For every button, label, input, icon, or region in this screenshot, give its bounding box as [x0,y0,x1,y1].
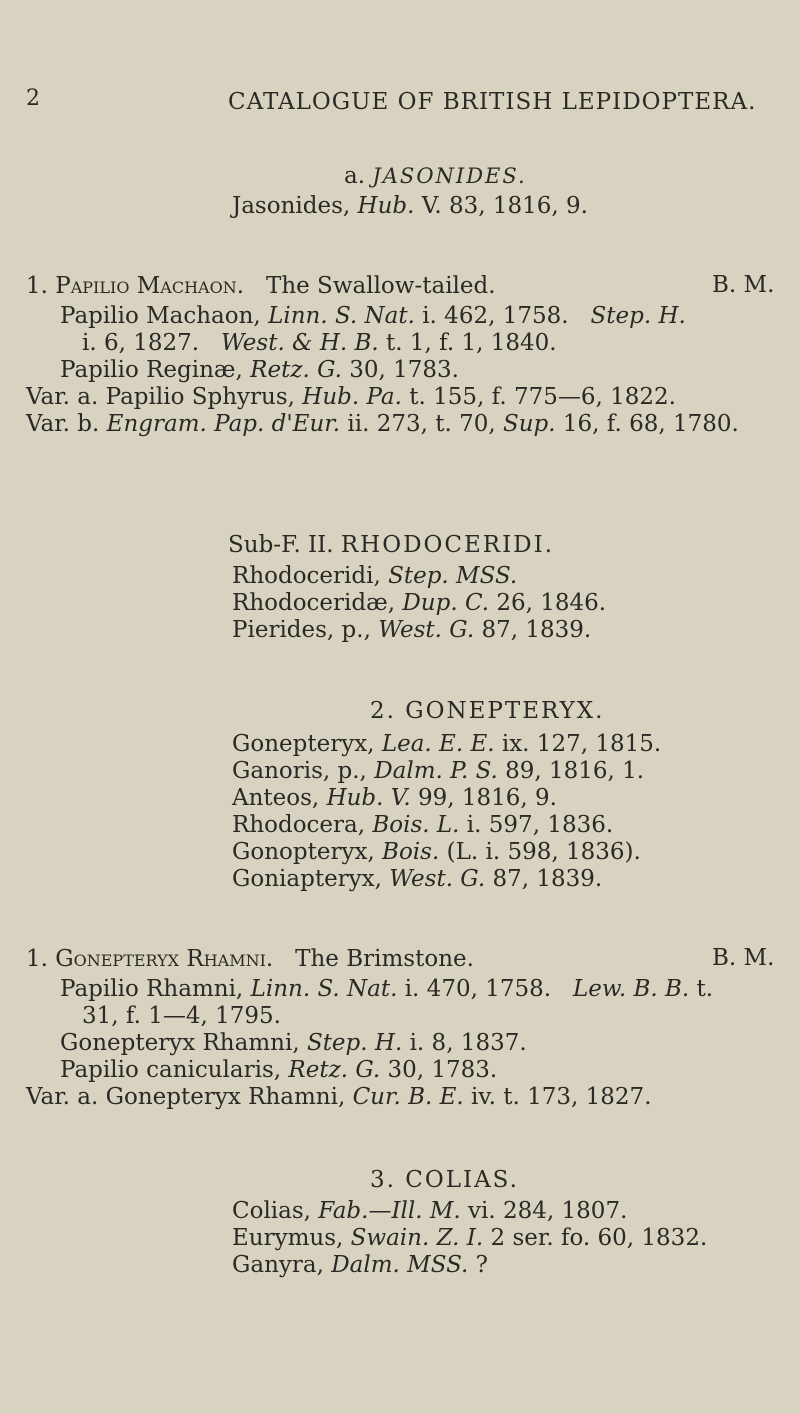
genus-2-ref-line [232,784,557,812]
ref-taxon: Eurymus, [232,1225,344,1251]
page-number: 2 [26,86,40,111]
synonym-name: Jasonides, [232,193,351,219]
ref-author: Dalm. P. S. [374,758,498,784]
running-title: CATALOGUE OF BRITISH LEPIDOPTERA. [228,89,757,115]
ref-citation: t. [689,976,714,1002]
ref-taxon: Var. a. Gonepteryx Rhamni, [26,1084,346,1110]
section-a-prefix: a. [344,163,366,189]
species-1-ref-line [82,329,557,357]
ref-citation: 30, 1783. [341,357,459,383]
ref-taxon: Goniapteryx, [232,866,382,892]
ref-citation: i. 470, 1758. [397,976,552,1002]
section-a-synonym [232,192,588,220]
ref-author: West. & H. B. [221,330,379,356]
ref-author: Lew. B. B. [572,976,690,1002]
ref-taxon: Gonepteryx Rhamni, [60,1030,300,1056]
species-1-heading [26,272,496,300]
ref-citation: ii. 273, t. 70, [340,411,496,437]
species-2-variety-line [26,1083,652,1111]
genus-3-ref-line [232,1197,627,1225]
ref-author: Step. H. [590,303,686,329]
ref-author: Engram. Pap. d'Eur. [106,411,341,437]
genus-3-heading: 3. COLIAS. [370,1167,519,1193]
ref-citation: iv. t. 173, 1827. [463,1084,652,1110]
ref-author: West. G. [389,866,486,892]
species-1-variety-line [26,383,676,411]
species-number: 1. [26,946,48,972]
ref-citation: 31, f. 1—4, 1795. [82,1003,281,1029]
subfamily-ref-line [232,562,517,590]
ref-citation: i. 8, 1837. [402,1030,527,1056]
ref-author: Retz. G. [288,1057,381,1083]
species-name: Papilio Machaon. [55,273,245,299]
genus-2-ref-line [232,811,613,839]
ref-taxon: Var. a. Papilio Sphyrus, [26,384,295,410]
subfamily-prefix: Sub-F. II. [228,532,334,558]
ref-author: Retz. G. [250,357,342,383]
species-2-heading [26,945,474,973]
genus-2-heading: 2. GONEPTERYX. [370,698,605,724]
genus-2-ref-line [232,865,602,893]
ref-author: Lea. E. E. [381,731,495,757]
genus-3-ref-line [232,1251,488,1279]
ref-taxon: Anteos, [232,785,320,811]
genus-3-ref-line [232,1224,707,1252]
ref-citation: t. 1, f. 1, 1840. [378,330,557,356]
ref-taxon: Rhodoceridi, [232,563,381,589]
ref-taxon: Var. b. [26,411,100,437]
ref-author: Linn. S. Nat. [250,976,398,1002]
species-number: 1. [26,273,48,299]
ref-citation: ? [468,1252,488,1278]
subfamily-ref-line [232,589,606,617]
section-a-title: JASONIDES. [372,164,527,188]
ref-citation: 87, 1839. [485,866,603,892]
species-common-name: The Swallow-tailed. [265,273,496,299]
ref-citation: 16, f. 68, 1780. [555,411,739,437]
ref-taxon: Pierides, p., [232,617,371,643]
ref-author: Cur. B. E. [352,1084,464,1110]
ref-taxon: Ganoris, p., [232,758,367,784]
synonym-author: Hub. [357,193,415,219]
ref-citation: i. 597, 1836. [459,812,614,838]
ref-author: Dup. C. [402,590,490,616]
ref-taxon: Papilio Machaon, [60,303,261,329]
ref-citation: i. 462, 1758. [414,303,569,329]
genus-2-ref-line [232,838,641,866]
synonym-ref: V. 83, 1816, 9. [421,193,588,219]
ref-taxon: Rhodocera, [232,812,366,838]
species-1-ref-line [60,356,459,384]
species-1-ref-line [60,302,686,330]
species-2-ref-line [60,1029,527,1057]
ref-citation: t. 155, f. 775—6, 1822. [401,384,676,410]
species-1-bm: B. M. [712,272,775,298]
ref-citation: 87, 1839. [474,617,592,643]
ref-author: Fab.—Ill. M. [318,1198,461,1224]
species-name: Gonepteryx Rhamni. [55,946,274,972]
ref-author: West. G. [378,617,475,643]
section-a-heading [344,163,527,189]
species-2-bm: B. M. [712,945,775,971]
genus-2-ref-line [232,757,644,785]
ref-citation: 89, 1816, 1. [497,758,645,784]
ref-author: Step. H. [306,1030,403,1056]
ref-author: Bois. [382,839,440,865]
ref-citation: (L. i. 598, 1836). [439,839,641,865]
ref-citation: ix. 127, 1815. [494,731,662,757]
subfamily-title: RHODOCERIDI. [340,532,555,558]
species-1-variety-line [26,410,739,438]
ref-taxon: Ganyra, [232,1252,324,1278]
subfamily-ref-line [232,616,591,644]
ref-taxon: Colias, [232,1198,311,1224]
ref-author: Hub. V. [326,785,411,811]
ref-taxon: Rhodoceridæ, [232,590,396,616]
ref-author: Linn. S. Nat. [268,303,415,329]
species-2-ref-line [60,1056,497,1084]
ref-citation: 30, 1783. [380,1057,498,1083]
ref-author: Dalm. MSS. [331,1252,469,1278]
ref-taxon: Gonepteryx, [232,731,375,757]
ref-citation: i. 6, 1827. [82,330,200,356]
species-2-ref-line [60,975,713,1003]
ref-citation: 99, 1816, 9. [410,785,557,811]
ref-author: Swain. Z. I. [350,1225,484,1251]
ref-taxon: Papilio Rhamni, [60,976,244,1002]
ref-author: Step. MSS. [388,563,518,589]
ref-author: Bois. L. [372,812,460,838]
species-2-ref-line [82,1002,281,1030]
subfamily-heading [228,531,554,559]
ref-taxon: Gonopteryx, [232,839,375,865]
ref-taxon: Papilio canicularis, [60,1057,282,1083]
ref-author: Hub. Pa. [302,384,402,410]
ref-taxon: Papilio Reginæ, [60,357,243,383]
ref-citation: vi. 284, 1807. [460,1198,628,1224]
ref-citation: 2 ser. fo. 60, 1832. [483,1225,708,1251]
ref-citation: 26, 1846. [489,590,607,616]
species-common-name: The Brimstone. [295,946,474,972]
genus-2-ref-line [232,730,661,758]
ref-author: Sup. [502,411,556,437]
